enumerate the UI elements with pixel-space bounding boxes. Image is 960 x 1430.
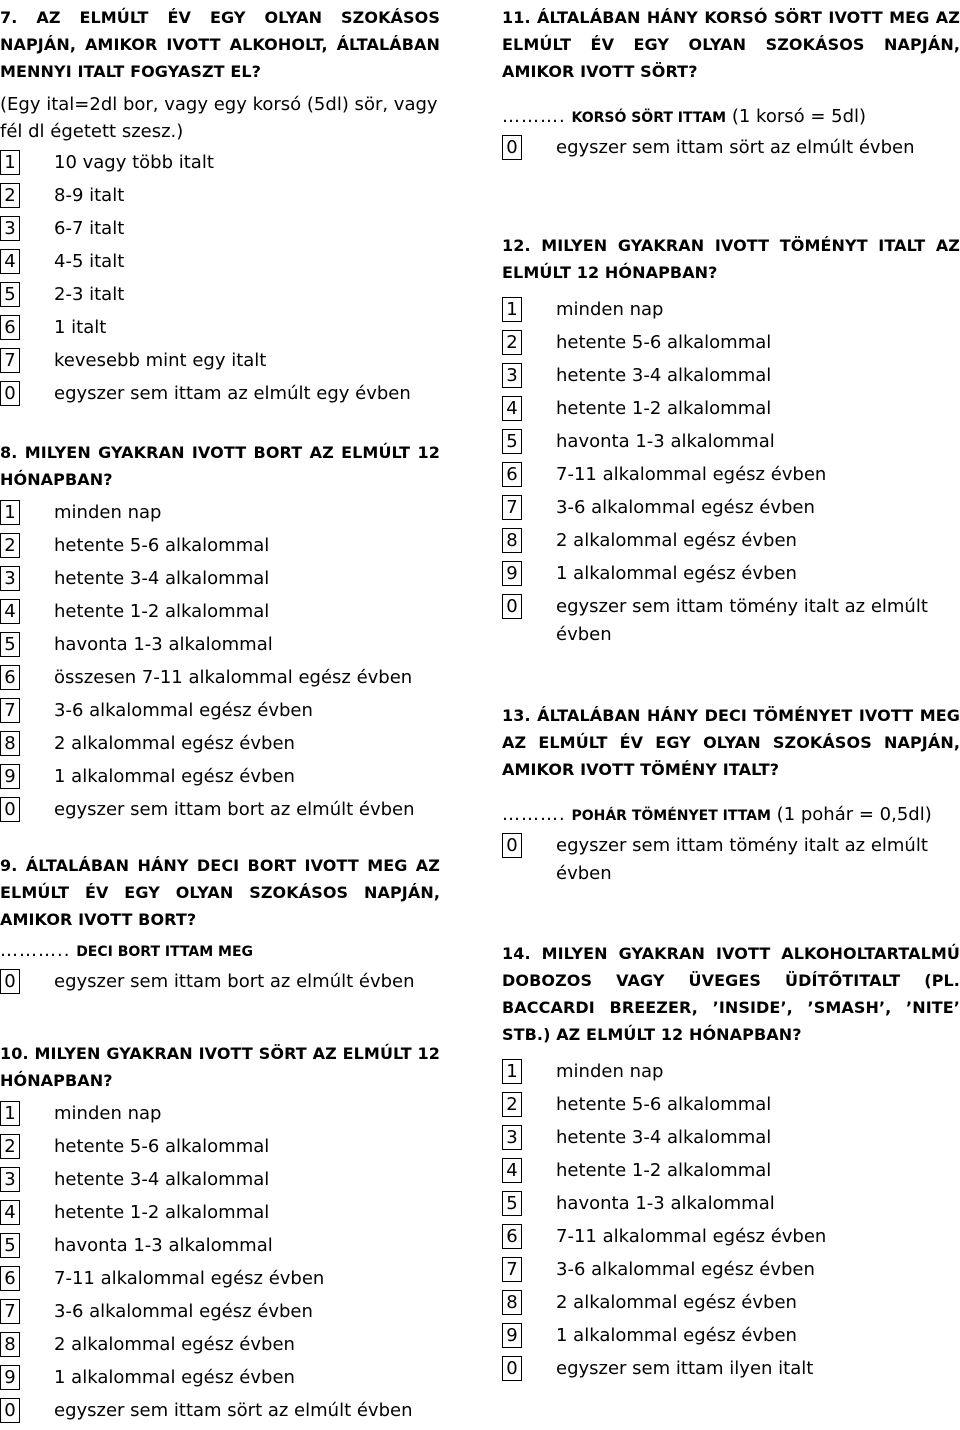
option-label: hetente 3-4 alkalommal xyxy=(54,568,270,589)
option-code-box[interactable]: 2 xyxy=(0,183,20,208)
option-label: 4-5 italt xyxy=(54,251,125,272)
question-10 xyxy=(0,1040,440,1430)
question-heading: 7. AZ ELMÚLT ÉV EGY OLYAN SZOKÁSOS NAPJÁN, AMIKOR IVOTT ALKOHOLT, ÁLTALÁBAN MENNYI ITALT FOGYASZT EL? xyxy=(0,8,440,81)
option-item[interactable] xyxy=(502,560,960,593)
question-13 xyxy=(502,702,960,888)
option-code-box[interactable]: 9 xyxy=(0,1365,20,1390)
option-code-box[interactable]: 2 xyxy=(0,1134,20,1159)
answer-unit: POHÁR TÖMÉNYET ITTAM xyxy=(571,808,771,824)
question-note: (Egy ital=2dl bor, vagy egy korsó (5dl) sör, vagy fél dl égetett szesz.) xyxy=(0,94,438,142)
option-code-box[interactable]: 7 xyxy=(502,495,522,520)
option-label: minden nap xyxy=(556,1061,664,1082)
answer-blank[interactable]: ………. xyxy=(502,106,566,127)
option-code-box[interactable]: 6 xyxy=(0,315,20,340)
option-label: egyszer sem ittam sört az elmúlt évben xyxy=(54,1400,413,1421)
option-label: minden nap xyxy=(556,299,664,320)
option-code-box[interactable]: 4 xyxy=(0,1200,20,1225)
option-code-box[interactable]: 7 xyxy=(0,698,20,723)
option-label: 3-6 alkalommal egész évben xyxy=(556,497,815,518)
options-list xyxy=(0,499,440,829)
option-label: hetente 3-4 alkalommal xyxy=(556,365,772,386)
option-item[interactable] xyxy=(0,182,440,215)
answer-unit: DECI BORT ITTAM MEG xyxy=(76,944,254,960)
option-item[interactable] xyxy=(0,149,440,182)
option-item[interactable] xyxy=(0,730,440,763)
option-code-box[interactable]: 6 xyxy=(502,462,522,487)
option-label: minden nap xyxy=(54,502,162,523)
options-list xyxy=(0,968,440,1001)
option-code-box[interactable]: 3 xyxy=(502,363,522,388)
option-item[interactable] xyxy=(0,215,440,248)
option-code-box[interactable]: 1 xyxy=(0,500,20,525)
option-label: egyszer sem ittam bort az elmúlt évben xyxy=(54,971,415,992)
option-item[interactable] xyxy=(502,1124,960,1157)
option-item[interactable] xyxy=(0,1298,440,1331)
option-label: 2-3 italt xyxy=(54,284,125,305)
option-label: 2 alkalommal egész évben xyxy=(54,733,295,754)
option-label: 7-11 alkalommal egész évben xyxy=(54,1268,325,1289)
option-label: hetente 1-2 alkalommal xyxy=(556,1160,772,1181)
question-12 xyxy=(502,232,960,649)
option-item[interactable] xyxy=(502,1289,960,1322)
option-code-box[interactable]: 2 xyxy=(502,1092,522,1117)
option-code-box[interactable]: 5 xyxy=(0,282,20,307)
option-item[interactable] xyxy=(0,1232,440,1265)
option-code-box[interactable]: 0 xyxy=(0,1398,20,1423)
option-item[interactable] xyxy=(502,494,960,527)
option-item[interactable] xyxy=(0,968,440,1001)
option-code-box[interactable]: 2 xyxy=(0,533,20,558)
option-label: hetente 5-6 alkalommal xyxy=(556,332,772,353)
option-item[interactable] xyxy=(0,763,440,796)
option-item[interactable] xyxy=(0,380,440,413)
question-heading: 10. MILYEN GYAKRAN IVOTT SÖRT AZ ELMÚLT 12 HÓNAPBAN? xyxy=(0,1044,440,1090)
answer-line xyxy=(502,801,960,830)
option-label: havonta 1-3 alkalommal xyxy=(556,431,775,452)
option-code-box[interactable]: 8 xyxy=(0,731,20,756)
question-heading: 11. ÁLTALÁBAN HÁNY KORSÓ SÖRT IVOTT MEG AZ ELMÚLT ÉV EGY OLYAN SZOKÁSOS NAPJÁN, AMIKOR IVOTT SÖRT? xyxy=(502,8,960,81)
option-item[interactable] xyxy=(502,1322,960,1355)
option-label: hetente 1-2 alkalommal xyxy=(556,398,772,419)
option-code-box[interactable]: 8 xyxy=(0,1332,20,1357)
option-label: hetente 5-6 alkalommal xyxy=(54,535,270,556)
option-code-box[interactable]: 2 xyxy=(502,330,522,355)
option-code-box[interactable]: 5 xyxy=(0,1233,20,1258)
option-label: 2 alkalommal egész évben xyxy=(556,530,797,551)
option-label: 7-11 alkalommal egész évben xyxy=(556,464,827,485)
option-code-box[interactable]: 5 xyxy=(502,429,522,454)
option-label: egyszer sem ittam tömény italt az elmúlt évben xyxy=(556,835,928,884)
option-item[interactable] xyxy=(0,248,440,281)
option-item[interactable] xyxy=(502,329,960,362)
option-code-box[interactable]: 3 xyxy=(502,1125,522,1150)
option-item[interactable] xyxy=(502,134,960,167)
option-item[interactable] xyxy=(502,428,960,461)
option-label: egyszer sem ittam az elmúlt egy évben xyxy=(54,383,411,404)
option-code-box[interactable]: 9 xyxy=(0,764,20,789)
options-list xyxy=(502,134,960,167)
option-item[interactable] xyxy=(502,461,960,494)
option-code-box[interactable]: 1 xyxy=(502,1059,522,1084)
option-item[interactable] xyxy=(0,1265,440,1298)
option-item[interactable] xyxy=(0,347,440,380)
option-label: havonta 1-3 alkalommal xyxy=(54,1235,273,1256)
option-label: 3-6 alkalommal egész évben xyxy=(54,1301,313,1322)
option-item[interactable] xyxy=(502,1091,960,1124)
option-item[interactable] xyxy=(502,395,960,428)
answer-line xyxy=(502,103,960,132)
option-item[interactable] xyxy=(0,499,440,532)
option-label: 1 alkalommal egész évben xyxy=(556,1325,797,1346)
option-label: hetente 3-4 alkalommal xyxy=(556,1127,772,1148)
option-label: hetente 1-2 alkalommal xyxy=(54,1202,270,1223)
option-label: egyszer sem ittam ilyen italt xyxy=(556,1358,814,1379)
option-code-box[interactable]: 4 xyxy=(502,1158,522,1183)
option-label: 3-6 alkalommal egész évben xyxy=(54,700,313,721)
answer-note: (1 pohár = 0,5dl) xyxy=(776,804,932,825)
option-code-box[interactable]: 0 xyxy=(502,594,522,619)
option-item[interactable] xyxy=(0,1331,440,1364)
option-label: 10 vagy több italt xyxy=(54,152,214,173)
question-7 xyxy=(0,4,440,413)
option-code-box[interactable]: 0 xyxy=(502,135,522,160)
option-item[interactable] xyxy=(502,593,960,649)
options-list xyxy=(502,1058,960,1388)
option-item[interactable] xyxy=(0,598,440,631)
option-code-box[interactable]: 0 xyxy=(502,1356,522,1381)
option-label: 1 italt xyxy=(54,317,107,338)
question-heading: 13. ÁLTALÁBAN HÁNY DECI TÖMÉNYET IVOTT MEG AZ ELMÚLT ÉV EGY OLYAN SZOKÁSOS NAPJÁN, AMIKOR IVOTT TÖMÉNY ITALT? xyxy=(502,706,960,779)
option-label: minden nap xyxy=(54,1103,162,1124)
option-item[interactable] xyxy=(0,1199,440,1232)
option-label: hetente 1-2 alkalommal xyxy=(54,601,270,622)
option-code-box[interactable]: 7 xyxy=(0,1299,20,1324)
question-heading: 14. MILYEN GYAKRAN IVOTT ALKOHOLTARTALMÚ DOBOZOS VAGY ÜVEGES ÜDÍTŐTITALT (PL. BACCARDI BREEZER, ’INSIDE’, ’SMASH’, ’NITE’ STB.) AZ ELMÚLT 12 HÓNAPBAN? xyxy=(502,944,960,1044)
option-label: 7-11 alkalommal egész évben xyxy=(556,1226,827,1247)
option-code-box[interactable]: 3 xyxy=(0,566,20,591)
option-item[interactable] xyxy=(502,1190,960,1223)
option-label: 1 alkalommal egész évben xyxy=(54,1367,295,1388)
option-label: 2 alkalommal egész évben xyxy=(556,1292,797,1313)
option-label: 8-9 italt xyxy=(54,185,125,206)
options-list xyxy=(502,296,960,649)
option-item[interactable] xyxy=(502,1355,960,1388)
option-code-box[interactable]: 6 xyxy=(0,1266,20,1291)
option-code-box[interactable]: 1 xyxy=(502,297,522,322)
option-code-box[interactable]: 3 xyxy=(0,216,20,241)
option-item[interactable] xyxy=(0,1397,440,1430)
answer-unit: KORSÓ SÖRT ITTAM xyxy=(571,110,727,126)
option-item[interactable] xyxy=(0,1133,440,1166)
question-heading: 9. ÁLTALÁBAN HÁNY DECI BORT IVOTT MEG AZ ELMÚLT ÉV EGY OLYAN SZOKÁSOS NAPJÁN, AMIKOR IVOTT BORT? xyxy=(0,856,440,929)
option-code-box[interactable]: 5 xyxy=(502,1191,522,1216)
option-item[interactable] xyxy=(0,565,440,598)
option-item[interactable] xyxy=(0,314,440,347)
option-label: havonta 1-3 alkalommal xyxy=(54,634,273,655)
question-heading: 8. MILYEN GYAKRAN IVOTT BORT AZ ELMÚLT 12 HÓNAPBAN? xyxy=(0,443,440,489)
option-label: összesen 7-11 alkalommal egész évben xyxy=(54,667,413,688)
option-code-box[interactable]: 0 xyxy=(0,969,20,994)
option-label: hetente 5-6 alkalommal xyxy=(54,1136,270,1157)
option-code-box[interactable]: 8 xyxy=(502,528,522,553)
option-item[interactable] xyxy=(502,1256,960,1289)
option-item[interactable] xyxy=(0,631,440,664)
option-label: hetente 5-6 alkalommal xyxy=(556,1094,772,1115)
option-label: egyszer sem ittam sört az elmúlt évben xyxy=(556,137,915,158)
option-label: hetente 3-4 alkalommal xyxy=(54,1169,270,1190)
option-item[interactable] xyxy=(0,1364,440,1397)
option-label: egyszer sem ittam tömény italt az elmúlt évben xyxy=(556,596,928,645)
option-label: 2 alkalommal egész évben xyxy=(54,1334,295,1355)
option-item[interactable] xyxy=(0,664,440,697)
answer-note: (1 korsó = 5dl) xyxy=(731,106,867,127)
options-list xyxy=(0,149,440,413)
option-item[interactable] xyxy=(502,362,960,395)
option-code-box[interactable]: 4 xyxy=(502,396,522,421)
question-11 xyxy=(502,4,960,167)
option-item[interactable] xyxy=(502,1157,960,1190)
question-14 xyxy=(502,940,960,1388)
options-list xyxy=(0,1100,440,1430)
option-code-box[interactable]: 8 xyxy=(502,1290,522,1315)
option-label: havonta 1-3 alkalommal xyxy=(556,1193,775,1214)
answer-line xyxy=(0,937,440,966)
option-code-box[interactable]: 4 xyxy=(0,249,20,274)
option-code-box[interactable]: 9 xyxy=(502,561,522,586)
option-label: 1 alkalommal egész évben xyxy=(54,766,295,787)
option-item[interactable] xyxy=(502,1058,960,1091)
option-item[interactable] xyxy=(0,796,440,829)
option-code-box[interactable]: 7 xyxy=(0,348,20,373)
option-label: 3-6 alkalommal egész évben xyxy=(556,1259,815,1280)
question-9 xyxy=(0,852,440,1001)
option-label: egyszer sem ittam bort az elmúlt évben xyxy=(54,799,415,820)
option-item[interactable] xyxy=(502,296,960,329)
option-code-box[interactable]: 0 xyxy=(502,833,522,858)
option-code-box[interactable]: 5 xyxy=(0,632,20,657)
option-code-box[interactable]: 6 xyxy=(502,1224,522,1249)
option-item[interactable] xyxy=(0,532,440,565)
option-item[interactable] xyxy=(502,832,960,888)
answer-blank[interactable]: ……….. xyxy=(0,940,71,961)
option-label: 1 alkalommal egész évben xyxy=(556,563,797,584)
option-code-box[interactable]: 0 xyxy=(0,797,20,822)
option-item[interactable] xyxy=(502,1223,960,1256)
options-list xyxy=(502,832,960,888)
option-item[interactable] xyxy=(0,281,440,314)
option-code-box[interactable]: 1 xyxy=(0,150,20,175)
option-code-box[interactable]: 3 xyxy=(0,1167,20,1192)
option-item[interactable] xyxy=(502,527,960,560)
option-code-box[interactable]: 0 xyxy=(0,381,20,406)
option-label: kevesebb mint egy italt xyxy=(54,350,267,371)
option-code-box[interactable]: 7 xyxy=(502,1257,522,1282)
option-label: 6-7 italt xyxy=(54,218,125,239)
option-item[interactable] xyxy=(0,1166,440,1199)
question-8 xyxy=(0,439,440,829)
option-code-box[interactable]: 6 xyxy=(0,665,20,690)
option-code-box[interactable]: 1 xyxy=(0,1101,20,1126)
answer-blank[interactable]: ………. xyxy=(502,804,566,825)
question-heading: 12. MILYEN GYAKRAN IVOTT TÖMÉNYT ITALT AZ ELMÚLT 12 HÓNAPBAN? xyxy=(502,236,960,282)
option-code-box[interactable]: 4 xyxy=(0,599,20,624)
option-item[interactable] xyxy=(0,1100,440,1133)
option-code-box[interactable]: 9 xyxy=(502,1323,522,1348)
option-item[interactable] xyxy=(0,697,440,730)
